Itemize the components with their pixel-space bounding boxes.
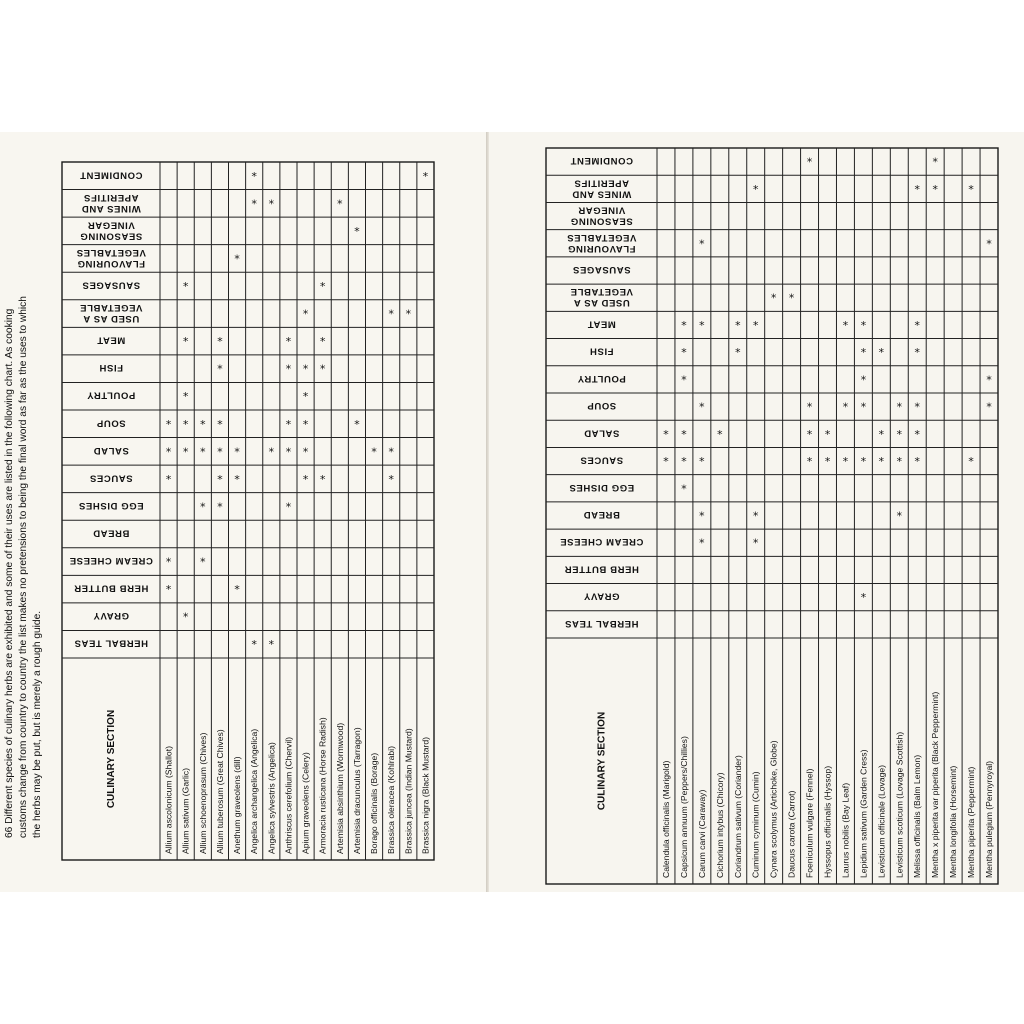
- use-mark: *: [985, 237, 993, 251]
- use-label: [87, 390, 136, 401]
- plant-name: Cichorium intybus (Chicory): [714, 772, 725, 878]
- use-label-line: FLAVOURING: [76, 257, 146, 269]
- use-label: [572, 177, 631, 199]
- use-mark: *: [268, 638, 275, 652]
- use-mark: *: [285, 445, 292, 459]
- use-mark: *: [860, 373, 867, 387]
- use-label-line: EGG DISHES: [568, 481, 635, 493]
- use-mark: *: [250, 638, 258, 652]
- use-mark: *: [842, 455, 849, 469]
- use-mark: *: [895, 400, 903, 414]
- use-mark: *: [680, 482, 688, 496]
- use-mark: *: [842, 318, 849, 332]
- use-mark: *: [752, 509, 760, 523]
- use-mark: *: [319, 335, 326, 349]
- use-mark: *: [353, 417, 361, 431]
- use-mark: *: [860, 591, 867, 605]
- use-mark: *: [788, 291, 795, 305]
- use-mark: *: [734, 346, 742, 360]
- use-mark: *: [895, 455, 903, 469]
- plant-name: Coriandrum sativum (Coriander): [732, 755, 743, 878]
- use-label: [570, 205, 632, 227]
- use-mark: *: [931, 155, 939, 169]
- use-label: [76, 247, 146, 269]
- use-mark: *: [698, 455, 706, 469]
- use-mark: *: [752, 182, 760, 196]
- plant-name: Brassica nigra (Black Mustard): [420, 736, 431, 854]
- use-label: [587, 400, 616, 411]
- use-mark: *: [752, 318, 760, 332]
- use-label-line: SALAD: [93, 444, 129, 456]
- plant-name: Cynara scolymus (Artichoke, Globe): [768, 740, 779, 878]
- use-label-line: BREAD: [92, 527, 130, 539]
- use-mark: *: [913, 455, 921, 469]
- use-mark: *: [370, 445, 378, 459]
- use-label: [74, 638, 148, 649]
- use-label-line: APERITIFS: [573, 177, 630, 189]
- plant-name: Armoracia rusticana (Horse Radish): [317, 717, 328, 854]
- use-mark: *: [985, 400, 993, 414]
- use-label: [583, 509, 620, 520]
- use-mark: *: [985, 373, 993, 387]
- use-label: [583, 591, 619, 602]
- use-mark: *: [268, 445, 275, 459]
- caption: [4, 296, 43, 838]
- use-label: [99, 362, 123, 373]
- use-mark: *: [302, 472, 309, 486]
- use-mark: *: [165, 472, 172, 486]
- use-mark: *: [165, 417, 172, 431]
- use-label-line: SEASONING: [570, 215, 633, 227]
- use-mark: *: [913, 318, 921, 332]
- plant-name: Levisticum officinale (Lovage): [876, 764, 887, 878]
- plant-name: Artemisia dracunculus (Tarragon): [351, 727, 362, 854]
- use-mark: *: [165, 583, 172, 597]
- herb-chart-right: [546, 148, 998, 884]
- use-mark: *: [698, 509, 706, 523]
- plant-name: Cuminum cyminum (Cumin): [750, 771, 761, 878]
- use-label-line: POULTRY: [577, 372, 626, 384]
- use-mark: *: [422, 169, 429, 183]
- use-mark: *: [824, 455, 831, 469]
- plant-name: Mentha x piperita var piperita (Black Peppermint): [930, 691, 941, 878]
- use-mark: *: [698, 536, 706, 550]
- use-mark: *: [824, 427, 831, 441]
- use-label-line: SOUP: [586, 400, 617, 412]
- use-label: [74, 583, 149, 594]
- use-mark: *: [752, 536, 760, 550]
- plant-name: Calendula officinalis (Marigold): [660, 760, 671, 878]
- plant-name: Mentha pulegium (Pennyroyal): [984, 760, 995, 878]
- use-mark: *: [285, 417, 292, 431]
- use-label: [81, 192, 140, 214]
- use-label: [567, 232, 637, 254]
- use-label: [560, 536, 644, 547]
- plant-name: Melissa officinalis (Balm Lemon): [912, 754, 923, 878]
- use-label: [589, 346, 613, 357]
- use-label-line: FISH: [589, 345, 614, 357]
- use-label-line: HERB BUTTER: [73, 582, 149, 594]
- use-label: [565, 618, 639, 629]
- section-title: CULINARY SECTION: [106, 709, 117, 809]
- use-label: [93, 528, 130, 539]
- use-label-line: CREAM CHEESE: [559, 536, 644, 548]
- use-label-line: VEGETABLE: [79, 302, 143, 314]
- use-mark: *: [319, 280, 326, 293]
- use-mark: *: [319, 362, 326, 376]
- use-mark: *: [216, 417, 224, 431]
- use-label-line: VINEGAR: [577, 204, 626, 216]
- plant-name: Levisticum scoticum (Lovage Scottish): [894, 731, 905, 878]
- use-mark: *: [302, 417, 309, 431]
- use-label: [97, 335, 126, 346]
- plant-name: Lepidium sativum (Garden Cress): [858, 749, 869, 878]
- use-mark: *: [182, 445, 189, 459]
- use-mark: *: [680, 318, 688, 332]
- use-label-line: SALAD: [583, 427, 620, 439]
- plant-name: Anthriscus cerefolium (Chervil): [283, 736, 294, 854]
- use-label-line: USED AS A: [82, 313, 140, 325]
- use-label-line: CONDIMENT: [570, 155, 633, 167]
- plant-name: Allium tuberosum (Great Chives): [214, 729, 225, 854]
- use-mark: *: [302, 307, 309, 321]
- use-mark: *: [662, 455, 670, 469]
- use-mark: *: [734, 318, 742, 332]
- plant-name: Brassica juncea (Indian Mustard): [403, 728, 414, 854]
- section-title: CULINARY SECTION: [596, 711, 608, 811]
- use-label: [89, 472, 132, 483]
- use-label-line: SAUCES: [89, 472, 133, 484]
- use-mark: *: [165, 555, 172, 569]
- use-mark: *: [216, 445, 224, 459]
- use-mark: *: [182, 280, 189, 293]
- use-label: [584, 427, 620, 438]
- use-mark: *: [878, 455, 885, 469]
- use-mark: *: [285, 335, 292, 349]
- use-mark: *: [913, 427, 921, 441]
- use-label-line: GRAVY: [583, 590, 620, 602]
- plant-name: Apium graveolens (Celery): [300, 752, 311, 854]
- caption-line: customs change from country to country the list makes no pretensions to being the final word as far as the uses to which: [18, 296, 29, 838]
- use-label: [93, 445, 129, 456]
- use-mark: *: [285, 362, 292, 376]
- use-label-line: VEGETABLE: [570, 286, 633, 298]
- use-mark: *: [182, 390, 189, 404]
- plant-name: Laurus nobilis (Bay Leaf): [840, 782, 851, 878]
- plant-name: Allium ascolonicum (Shallot): [163, 746, 174, 854]
- use-label: [570, 286, 633, 308]
- plant-name: Artemisia absinthium (Wormwood): [334, 722, 345, 854]
- use-label-line: BREAD: [583, 509, 620, 520]
- use-mark: *: [199, 445, 207, 459]
- use-label-line: WINES AND: [571, 188, 632, 200]
- plant-name: Daucus carota (Carrot): [786, 790, 797, 878]
- use-mark: *: [182, 610, 189, 624]
- use-label-line: WINES AND: [81, 202, 141, 214]
- use-label-line: APERITIFS: [83, 191, 139, 203]
- use-mark: *: [216, 472, 224, 486]
- use-mark: *: [967, 182, 975, 196]
- use-mark: *: [878, 427, 885, 441]
- use-label: [69, 555, 153, 566]
- use-mark: *: [806, 427, 813, 441]
- use-label: [580, 455, 623, 466]
- use-label-line: SAUSAGES: [572, 264, 631, 275]
- use-label-line: MEAT: [587, 318, 616, 330]
- use-mark: *: [233, 252, 241, 266]
- use-label-line: HERBAL TEAS: [564, 617, 639, 629]
- use-mark: *: [268, 197, 275, 211]
- plant-name: Mentha piperita (Peppermint): [966, 766, 977, 878]
- use-mark: *: [319, 472, 326, 486]
- use-mark: *: [405, 307, 412, 321]
- use-mark: *: [387, 445, 395, 459]
- use-mark: *: [895, 509, 903, 523]
- use-mark: *: [698, 237, 706, 251]
- use-mark: *: [302, 445, 309, 459]
- plant-name: Anethum graveolens (dill): [232, 756, 243, 854]
- use-mark: *: [806, 455, 813, 469]
- use-label: [78, 500, 143, 511]
- use-label: [570, 155, 633, 166]
- use-mark: *: [967, 455, 975, 469]
- use-mark: *: [336, 197, 344, 211]
- use-mark: *: [680, 427, 688, 441]
- use-mark: *: [353, 224, 361, 238]
- plant-name: Brassica oleracea (Kohlrabi): [386, 746, 397, 854]
- use-mark: *: [165, 445, 172, 459]
- use-mark: *: [716, 427, 724, 441]
- plant-name: Allium sativum (Garlic): [180, 768, 191, 854]
- caption-line: the herbs may be put, but is merely a rough guide.: [32, 610, 43, 838]
- use-mark: *: [860, 400, 867, 414]
- use-label-line: POULTRY: [86, 389, 136, 401]
- use-label-line: FLAVOURING: [567, 242, 636, 254]
- use-mark: *: [302, 390, 309, 404]
- use-mark: *: [680, 373, 688, 387]
- use-label-line: GRAVY: [92, 610, 130, 622]
- use-mark: *: [216, 362, 224, 376]
- use-mark: *: [680, 346, 688, 360]
- use-mark: *: [387, 472, 395, 486]
- plant-name: Mentha longifolia (Horsemint): [948, 765, 959, 878]
- plant-name: Angelica archangelica (Angelica): [249, 728, 260, 854]
- use-mark: *: [285, 500, 292, 514]
- use-label-line: VINEGAR: [87, 219, 135, 231]
- use-mark: *: [913, 346, 921, 360]
- plant-name: Borago officinalis (Borage): [369, 752, 380, 854]
- use-mark: *: [250, 169, 258, 183]
- use-mark: *: [931, 182, 939, 196]
- use-label-line: CREAM CHEESE: [69, 555, 153, 567]
- use-label-line: MEAT: [96, 334, 126, 346]
- use-mark: *: [806, 155, 813, 169]
- use-label-line: SEASONING: [79, 230, 143, 242]
- use-label: [82, 280, 140, 291]
- use-label: [572, 264, 630, 275]
- use-mark: *: [233, 445, 241, 459]
- use-mark: *: [233, 472, 241, 486]
- use-label: [587, 318, 616, 329]
- use-mark: *: [250, 197, 258, 211]
- use-label: [569, 482, 634, 493]
- use-label-line: VEGETABLES: [76, 246, 146, 258]
- use-label: [93, 610, 129, 621]
- use-mark: *: [698, 318, 706, 332]
- use-label: [564, 563, 639, 574]
- use-mark: *: [662, 427, 670, 441]
- use-mark: *: [698, 400, 706, 414]
- plant-name: Capsicum annuum (Peppers/Chillies): [678, 736, 689, 878]
- use-mark: *: [302, 362, 309, 376]
- use-label-line: FISH: [98, 362, 124, 374]
- use-mark: *: [913, 182, 921, 196]
- use-label-line: SOUP: [96, 417, 126, 429]
- use-label: [80, 219, 142, 241]
- use-mark: *: [182, 417, 189, 431]
- use-label: [96, 417, 125, 428]
- plant-name: Foeniculum vulgare (Fennel): [804, 768, 815, 878]
- plant-name: Hyssopus officinalis (Hyssop): [822, 765, 833, 878]
- use-label: [80, 169, 143, 180]
- use-mark: *: [895, 427, 903, 441]
- use-mark: *: [806, 400, 813, 414]
- use-mark: *: [216, 335, 224, 349]
- use-mark: *: [199, 417, 207, 431]
- use-mark: *: [878, 346, 885, 360]
- use-mark: *: [233, 583, 241, 597]
- use-mark: *: [860, 346, 867, 360]
- use-mark: *: [199, 555, 207, 569]
- use-label-line: EGG DISHES: [78, 499, 144, 511]
- caption-line: 66 Different species of culinary herbs are exhibited and some of their uses are listed in the following chart. As cooking: [4, 308, 15, 838]
- use-mark: *: [860, 455, 867, 469]
- use-mark: *: [842, 400, 849, 414]
- use-mark: *: [770, 291, 777, 305]
- use-mark: *: [913, 400, 921, 414]
- use-mark: *: [182, 335, 189, 349]
- use-mark: *: [216, 500, 224, 514]
- use-label-line: HERBAL TEAS: [74, 637, 148, 649]
- plant-name: Allium schoenoprasum (Chives): [197, 732, 208, 854]
- use-label: [80, 302, 143, 324]
- use-label: [577, 373, 626, 384]
- use-label-line: USED AS A: [573, 297, 630, 309]
- plant-name: Angelica sylvestris (Angelica): [266, 742, 277, 854]
- use-mark: *: [387, 307, 395, 321]
- use-label-line: VEGETABLES: [566, 231, 637, 243]
- use-mark: *: [680, 455, 688, 469]
- use-label-line: CONDIMENT: [79, 169, 143, 181]
- use-label-line: SAUSAGES: [81, 279, 141, 291]
- use-mark: *: [860, 318, 867, 332]
- use-label-line: SAUCES: [579, 454, 624, 466]
- plant-name: Carum carvi (Caraway): [696, 789, 707, 878]
- use-mark: *: [199, 500, 207, 514]
- herb-chart-left: [62, 162, 434, 860]
- use-label-line: HERB BUTTER: [564, 563, 639, 575]
